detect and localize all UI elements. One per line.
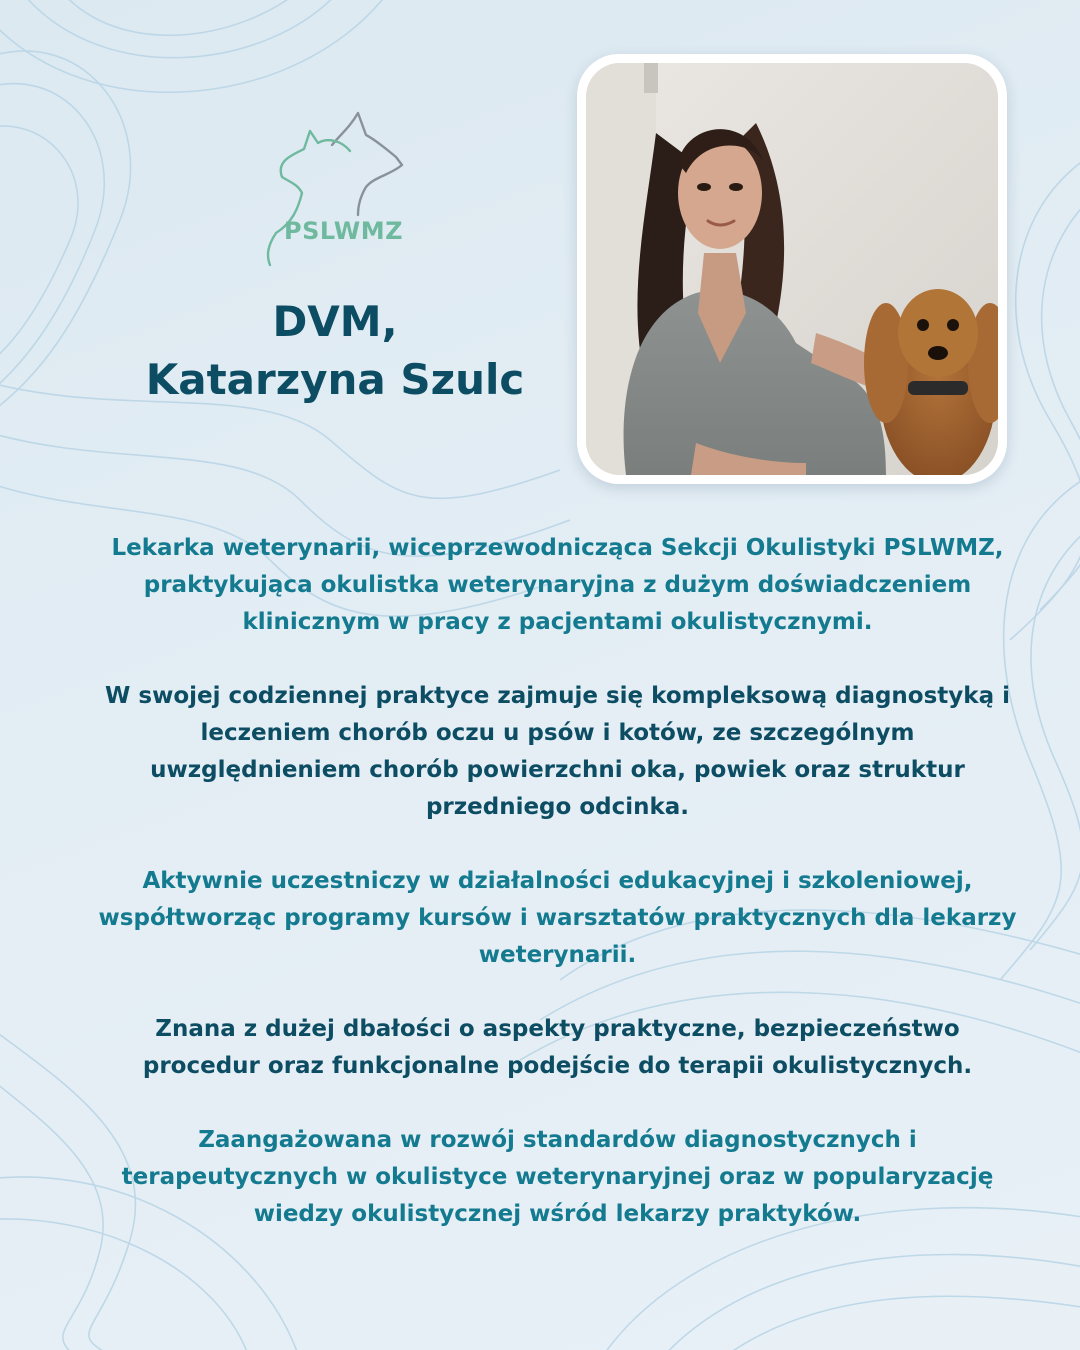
cat-dog-outline-icon [262,105,432,275]
portrait-photo [586,63,998,475]
logo-text: PSLWMZ [284,217,404,245]
bio-paragraph: W swojej codziennej praktyce zajmuje się kompleksową diagnostyką i leczeniem chorób oczu u psów i kotów, ze szczególnym uwzględnieniem chorób powierzchni oka, powiek oraz struktur przedniego odcinka. [105,683,1010,820]
title-degree: DVM, [272,297,398,346]
bio-paragraph: Lekarka weterynarii, wiceprzewodnicząca Sekcji Okulistyki PSLWMZ, praktykująca okulistka weterynaryjna z dużym doświadczeniem klinicznym w pracy z pacjentami okulistycznymi. [111,535,1004,635]
veterinarian-with-cocker-spaniel-photo [586,63,998,475]
page-title [95,293,575,409]
title-name: Katarzyna Szulc [145,355,525,404]
bio-paragraph: Zaangażowana w rozwój standardów diagnostycznych i terapeutycznych w okulistyce weterynaryjnej oraz w popularyzację wiedzy okulistycznej wśród lekarzy praktyków. [121,1127,994,1227]
bio-paragraph: Aktywnie uczestniczy w działalności edukacyjnej i szkoleniowej, współtworząc programy kursów i warsztatów praktycznych dla lekarzy weterynarii. [98,868,1017,968]
portrait-frame [577,54,1007,484]
pslwmz-logo [262,105,432,275]
biography [95,530,1020,1233]
bio-paragraph: Znana z dużej dbałości o aspekty praktyczne, bezpieczeństwo procedur oraz funkcjonalne podejście do terapii okulistycznych. [142,1016,973,1079]
